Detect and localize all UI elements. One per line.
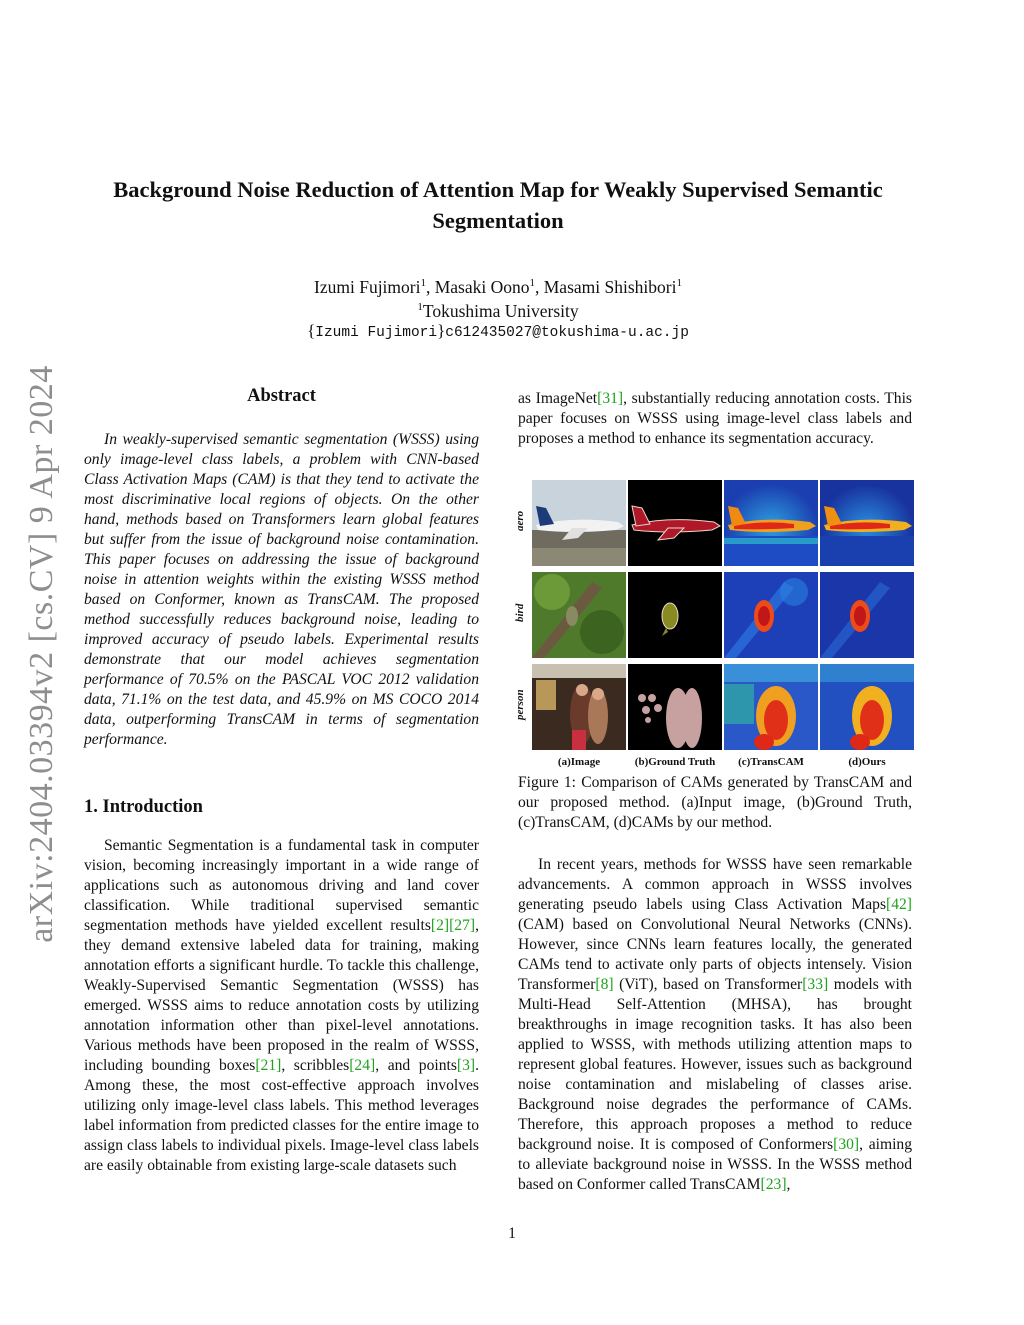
citation-link[interactable]: [30] (833, 1136, 860, 1153)
introduction-paragraph: In recent years, methods for WSSS have seen remarkable advancements. A common approach in WSSS involves generating pseudo labels using Class Activation Maps[42] (CAM) based on Convolutional Neural Networks (CNNs). However, since CNNs learn features locally, the generated CAMs tend to activate only parts of objects intensely. Vision Transformer[8] (ViT), based on Transformer[33] models with Multi-Head Self-Attention (MHSA), has brought breakthroughs in image recognition tasks. It has also been applied to WSSS, with methods utilizing attention maps to represent global features. However, issues such as background noise contamination and mislabeling of classes arise. Background noise degrades the performance of CAMs. Therefore, this approach proposes a method to reduce background noise. It is composed of Conformers[30], aiming to alleviate background noise in WSSS. In the WSSS method based on Conformer called TransCAM[23], (518, 856, 913, 1193)
citation-link[interactable]: [3] (456, 1057, 476, 1074)
author-name: Masaki Oono (434, 276, 530, 297)
ours-person (820, 664, 914, 750)
citation-link[interactable]: [24] (349, 1057, 376, 1074)
row-label-aero: aero (514, 510, 526, 532)
author-list: Izumi Fujimori$^1$, Masaki Oono$^1$, Masami Shishibori$^1$ (314, 276, 682, 297)
citation-link[interactable]: [33] (802, 976, 829, 993)
column-label-transcam: (c)TransCAM (738, 756, 804, 768)
abstract-body: In weakly-supervised semantic segmentation (WSSS) using only image-level class labels, a problem with CNN-based Class Activation Maps (CAM) is that they tend to activate the most discriminative local regions of objects. On the other hand, methods based on Transformers learn global features but suffer from the issue of background noise contamination. This paper focuses on addressing the issue of background noise in attention weights within the existing WSSS method based on Conformer, known as TransCAM. The proposed method successfully reduces background noise, leading to improved accuracy of pseudo labels. Experimental results demonstrate that our model achieves segmentation performance of 70.5% on the PASCAL VOC 2012 validation data, 71.1% on the test data, and 45.9% on MS COCO 2014 data, outperforming TransCAM in terms of segmentation performance. (84, 431, 479, 748)
ours-aero (820, 480, 914, 566)
image-person (532, 664, 626, 750)
row-label-person: person (514, 689, 526, 721)
ours-bird (820, 572, 914, 658)
paper-title: Background Noise Reduction of Attention Map for Weakly Supervised Semantic Segmentation (113, 177, 883, 233)
author-name: Izumi Fujimori (314, 276, 421, 297)
ground-truth-person (628, 664, 722, 750)
citation-link[interactable]: [21] (255, 1057, 282, 1074)
ground-truth-aero (628, 480, 722, 566)
affiliation: $^1$Tokushima University (417, 300, 579, 321)
column-label-image: (a)Image (557, 756, 601, 768)
column-label-ours: (d)Ours (848, 756, 886, 768)
image-aero (532, 480, 626, 566)
citation-link[interactable]: [2] (430, 917, 450, 934)
transcam-bird (724, 572, 818, 658)
figure-1 (514, 478, 914, 773)
figure-caption: Figure 1: Comparison of CAMs generated by TransCAM and our proposed method. (a)Input image, (b)Ground Truth, (c)TransCAM, (d)CAMs by our method. (518, 774, 912, 831)
section-heading-introduction: 1. Introduction (84, 797, 203, 817)
transcam-person (724, 664, 818, 750)
citation-link[interactable]: [42] (886, 896, 912, 913)
author-name: Masami Shishibori (543, 276, 677, 297)
column-label-ground-truth: (b)Ground Truth (634, 756, 716, 768)
introduction-paragraph-continued: as ImageNet[31], substantially reducing annotation costs. This paper focuses on WSSS using image-level class labels and proposes a method to enhance its segmentation accuracy. (518, 390, 912, 447)
citation-link[interactable]: [31] (597, 390, 624, 407)
arxiv-identifier: arXiv:2404.03394v2 [cs.CV] 9 Apr 2024 (23, 365, 60, 943)
transcam-aero (724, 480, 818, 566)
citation-link[interactable]: [8] (595, 976, 614, 993)
image-bird (532, 572, 626, 658)
abstract-heading: Abstract (247, 386, 316, 406)
row-label-bird: bird (514, 603, 526, 623)
author-email[interactable]: {Izumi Fujimori}c612435027@tokushima-u.ac.jp (307, 321, 689, 341)
citation-link[interactable]: [27] (449, 917, 476, 934)
citation-link[interactable]: [23] (760, 1176, 787, 1193)
introduction-paragraph: Semantic Segmentation is a fundamental task in computer vision, becoming increasingly important in a wide range of applications such as autonomous driving and land cover classification. While traditional supervised semantic segmentation methods have yielded excellent results[2][27], they demand extensive labeled data for training, making annotation efforts a significant hurdle. To tackle this challenge, Weakly-Supervised Semantic Segmentation (WSSS) has emerged. WSSS aims to reduce annotation costs by utilizing annotation information other than pixel-level annotations. Various methods have been proposed in the realm of WSSS, including bounding boxes[21], scribbles[24], and points[3]. Among these, the most cost-effective approach involves utilizing only image-level class labels. This method leverages label information from predicted classes for the entire image to assign class labels to individual pixels. Image-level class labels are easily obtainable from existing large-scale datasets such (84, 837, 479, 1174)
page-number: 1 (508, 1225, 516, 1242)
ground-truth-bird (628, 572, 722, 658)
